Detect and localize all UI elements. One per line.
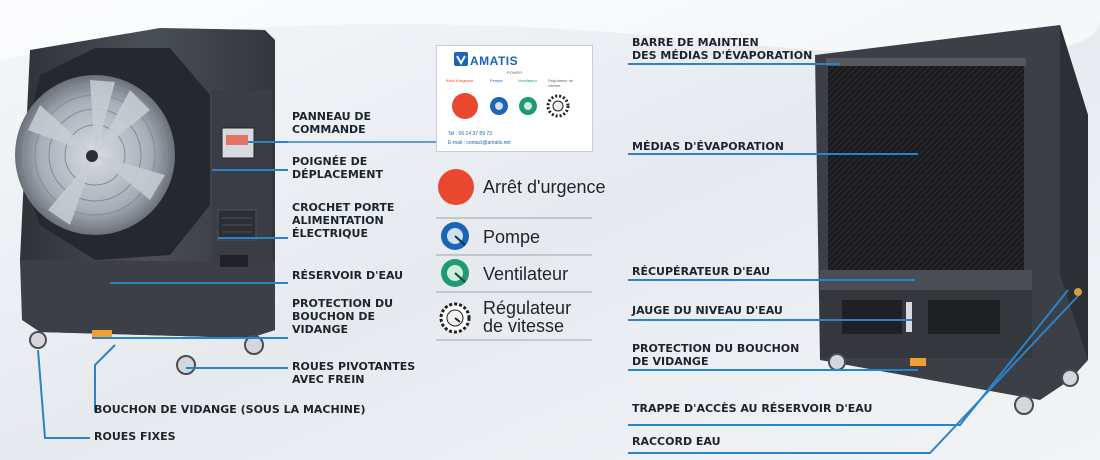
panel-pump-label: Pompe [490, 78, 503, 83]
label-tank: RÉSERVOIR D'EAU [292, 269, 404, 282]
label-media-bar-1: BARRE DE MAINTIEN [632, 36, 759, 49]
label-cable-hook-1: CROCHET PORTE [292, 201, 395, 214]
pump-icon [441, 222, 469, 250]
label-drain-protection-3: VIDANGE [292, 323, 348, 336]
label-drain-protection-1: PROTECTION DU [292, 297, 394, 310]
label-handle-2: DÉPLACEMENT [292, 168, 383, 181]
water-inlet [1074, 288, 1082, 296]
emergency-stop-icon [438, 169, 474, 205]
panel-speed-label: Régulateur de vitesse [548, 78, 574, 88]
label-drain-protection-2: BOUCHON DE [292, 310, 375, 323]
cooler-rear-view [815, 25, 1088, 414]
label-control-panel-1: PANNEAU DE [292, 110, 372, 123]
evaporation-media [828, 60, 1024, 270]
label-media-bar-2: DES MÉDIAS D'ÉVAPORATION [632, 49, 813, 62]
label-water-connection: RACCORD EAU [632, 435, 721, 448]
legend-pump: Pompe [483, 227, 541, 247]
label-fixed-wheels: ROUES FIXES [94, 430, 176, 443]
label-drain-protection-right-1: PROTECTION DU BOUCHON [632, 342, 800, 355]
label-swivel-wheels-2: AVEC FREIN [292, 373, 365, 386]
panel-emergency-button [452, 93, 478, 119]
legend-fan: Ventilateur [483, 264, 569, 284]
legend-speed-line1: Régulateur [483, 298, 572, 318]
legend-emergency: Arrêt d'urgence [483, 177, 606, 197]
media-bar [826, 58, 1026, 66]
label-swivel-wheels-1: ROUES PIVOTANTES [292, 360, 416, 373]
label-drain-cap: BOUCHON DE VIDANGE (SOUS LA MACHINE) [94, 403, 366, 416]
panel-tel: Tel : 06 14 37 89 73 [448, 131, 492, 137]
label-media: MÉDIAS D'ÉVAPORATION [632, 140, 784, 153]
panel-emergency-label: Arrêt d'urgence [446, 78, 474, 83]
panel-fan-label: Ventilateur [518, 78, 537, 83]
panel-power-label: POWER [507, 70, 523, 75]
fan-icon [441, 259, 469, 287]
panel-email: E-mail : contact@amatis.net [448, 140, 511, 146]
label-handle-1: POIGNÉE DE [292, 155, 368, 168]
amatis-logo-icon [454, 52, 468, 66]
panel-buttons [446, 86, 586, 126]
brand-name: AMATIS [470, 54, 519, 68]
speed-regulator-icon [441, 304, 469, 332]
legend-speed-line2: de vitesse [483, 316, 565, 336]
label-drain-protection-right-2: DE VIDANGE [632, 355, 709, 368]
water-gauge [906, 302, 912, 332]
label-cable-hook-2: ALIMENTATION [292, 214, 384, 227]
fan-hub [86, 150, 98, 162]
label-cable-hook-3: ÉLECTRIQUE [292, 227, 368, 240]
cooler-front-view [15, 28, 275, 374]
label-tank-hatch: TRAPPE D'ACCÈS AU RÉSERVOIR D'EAU [632, 402, 873, 415]
drain-cap [92, 330, 112, 338]
label-water-collector: RÉCUPÉRATEUR D'EAU [632, 265, 771, 278]
label-water-gauge: JAUGE DU NIVEAU D'EAU [632, 304, 783, 317]
label-control-panel-2: COMMANDE [292, 123, 366, 136]
